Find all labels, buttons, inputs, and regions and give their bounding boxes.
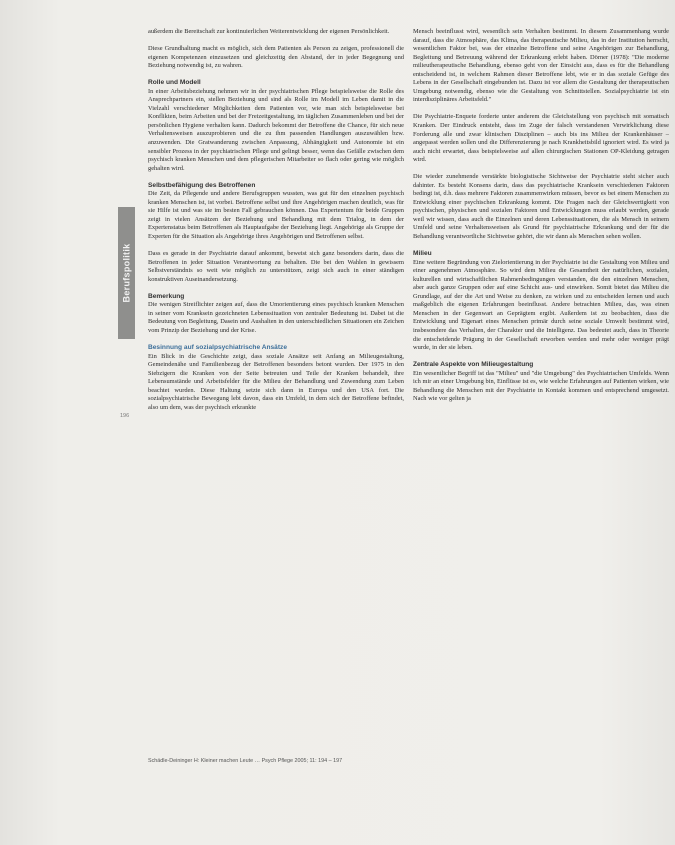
page-footer: Schädle-Deininger H: Kleiner machen Leute … Psych Pflege 2005; 11: 194 – 197 bbox=[148, 758, 343, 764]
paragraph: Mensch beeinflusst wird, wesentlich sein Verhalten bestimmt. In diesem Zusammenhang wurde darauf, dass die Atmosphäre, das Klima, das therapeutische Milieu, das in der Institution herrscht, wesentlichen Faktor bei, was der einzelne Betroffene und seine Angehörigen zur Behandlung, Begleitung und Betreuung während der Erkrankung erlebt haben. Dörner (1978): "Die moderne milieutherapeutische Behandlung, ebenso geht von der Einsicht aus, dass es für die Behandlung entscheidend ist, in welchem Rahmen dieser Betroffene lebt, wie er in das soziale Gefüge des Lebens in der Gesellschaft eingebunden ist. Dazu ist vor allem die Gestaltung der therapeutischen Umgebung notwendig, ebenso wie die Gestaltung von Schnittstellen. Sozialpsychiatrie ist ein interdisziplinäres Arbeitsfeld." bbox=[413, 28, 669, 104]
paragraph: Diese Grundhaltung macht es möglich, sich dem Patienten als Person zu zeigen, professionell die eigenen Kompetenzen einzusetzen und gleichzeitig den Abstand, der in jeder Begegnung und Beziehung notwendig ist, zu wahren. bbox=[148, 45, 404, 70]
paragraph: außerdem die Bereitschaft zur kontinuierlichen Weiterentwicklung der eigenen Persönlichkeit. bbox=[148, 28, 390, 35]
section-heading: Milieu bbox=[413, 250, 432, 258]
left-column bbox=[148, 28, 404, 421]
paragraph: Eine weitere Begründung von Zielorientierung in der Psychiatrie ist die Gestaltung von Milieu und einer angenehmen Atmosphäre. So wird dem Milieu die Gesamtheit der natürlichen, sozialen, kulturellen und wirtschaftlichen Rahmenbedingungen verstanden, die den einzelnen Menschen, aber auch ganze Gruppen oder auf eine Schicht aus- und einwirken. Somit bietet das Milieu die Grundlage, auf der die Art und Weise zu denken, zu wirken und zu entscheiden lernen und auch maßgeblich die eigenen Erfahrungen beeinflusst. Andere betrachten Milieu, das, was einen Menschen in der Gegenwart an Geprägtem ergibt. Außerdem ist zu beobachten, dass die Entwicklung und Eigenart eines Menschen primär durch seine soziale Umwelt bestimmt wird, insbesondere das Verhalten, der Charakter und die Intelligenz. Das bedeutet auch, dass in Theorie die entscheidende Prägung in der Gesellschaft erworben werden und mehr oder weniger prägt wurde, in der sie leben. bbox=[413, 258, 669, 352]
paragraph: Dass es gerade in der Psychiatrie darauf ankommt, beweist sich ganz besonders darin, dass die Betroffenen in jeder Situation Verantwortung zu behalten. Die bei den Wahlen in gewissem Selbstverständnis so weit wie möglich zu unterstützen, zeigt sich auch in einer ständigen konstruktiven Auseinandersetzung. bbox=[148, 250, 404, 283]
paragraph: Ein wesentlicher Begriff ist das "Milieu" und "die Umgebung" des Psychiatrischen Umfelds. Wenn ich mir an einer Umgebung bin, Einflüsse ist es, wie welche Erfahrungen auf Patienten wirken, wie Behandlung die Menschen mit der Psychiatrie in Kontakt kommen und entsprechend umgesetzt. Nach wie vor gelten ja bbox=[413, 369, 669, 403]
section-heading: Selbstbefähigung des Betroffenen bbox=[148, 181, 256, 189]
section-heading: Zentrale Aspekte von Milieugestaltung bbox=[413, 361, 534, 369]
section-tab-label: Berufspolitik bbox=[121, 243, 132, 303]
paragraph: Die wieder zunehmende verstärkte biologistische Sichtweise der Psychiatrie steht sicher auch dahinter. Es besteht Konsens darin, dass das psychiatrische Kranksein verschiedenen Faktoren bedingt ist, d.h. dass mehrere Faktoren zusammenwirken müssen, bevor es bei einem Menschen zu Entwicklung einer psychischen Erkrankung kommt. Die Fragen nach der Gleichwertigkeit von psychischen, physischen und sozialen Faktoren und Entwicklungen muss erlaubt werden, gerade weil wir wissen, dass auch die Einzelnen und deren Lebenssituationen, die als Mensch in seinem Umfeld und seine Verhaltensweisen als Grund für psychiatrische Erkrankung und der für die Behandlung verantwortliche Sichtweise gehört, die wir dann als Menschen sehen wollen. bbox=[413, 173, 669, 241]
section-heading: Rolle und Modell bbox=[148, 79, 201, 87]
paragraph: In einer Arbeitsbeziehung nehmen wir in der psychiatrischen Pflege beispielsweise die Rolle des Ansprechpartners ein, stellen Beziehung und sind als Rolle im Modell im Leben damit in die Vielzahl verschiedener Möglichkeiten dem Patienten vor, wie man sich beispielsweise bei Konflikten, beim Arbeiten und bei der Freizeitgestaltung, im täglichen Zusammenleben und bei der persönlichen Hygiene verhalten kann. Dadurch bekommt der Betroffene die Chance, für sich neue Verhaltensweisen auszuprobieren und die zu ihm passenden Handlungen auszuwählen bzw. anzuwenden. Die Gratwanderung zwischen Anpassung, Abhängigkeit und Autonomie ist ein sensibler Prozess in der psychiatrischen Pflege und gelingt besser, wenn das Gefälle zwischen dem psychisch kranken Menschen und dem pflegerischen Mitarbeiter so flach oder gering wie möglich gehalten wird. bbox=[148, 87, 404, 172]
paragraph: Die Zeit, da Pflegende und andere Berufsgruppen wussten, was gut für den einzelnen psychisch kranken Menschen ist, ist vorbei. Betroffene selbst und ihre Angehörigen machen deutlich, was für sie Hilfe ist und was sie im besten Fall gebrauchen können. Das Expertentum für beide Gruppen zeigt in vielen Ansätzen der Beziehung und Behandlung mit dem Trialog, in dem der Expertenstatus beim Betroffenen als Hauptaufgabe der Beziehung liegt. Angehörige als Gruppe der Experten für die Situation als Angehörige ihres Angehörigen und Betroffenen selbst. bbox=[148, 190, 404, 240]
right-column bbox=[413, 28, 669, 412]
section-heading: Besinnung auf sozialpsychiatrische Ansätze bbox=[148, 343, 287, 351]
paragraph: Die Psychiatrie-Enquete forderte unter anderem die Gleichstellung von psychisch mit somatisch Kranken. Der Eindruck entsteht, dass im Zuge der falsch verstandenen Verwirklichung diese Forderung alle und zwar klinischen Disziplinen – auch bis ins Milieu der Krankenhäuser – angepasst werden sollen und die Differenzierung je nach Krankheitsbild ignoriert wird. Es wird ja auch nicht erwartet, dass beispielsweise auf allen chirurgischen Stationen OP-Kleidung getragen wird. bbox=[413, 113, 669, 164]
paragraph: Die wenigen Streiflichter zeigen auf, dass die Umorientierung eines psychisch kranken Menschen in seiner vom Kranksein gezeichneten Lebenssituation von zentraler Bedeutung ist. Dabei ist die Bedeutung von Begleitung, Dasein und Aushalten in den unterschiedlichen Situationen ein Zeichen vom Prinzip der Beziehung und der Krise. bbox=[148, 301, 404, 334]
paragraph: Ein Blick in die Geschichte zeigt, dass soziale Ansätze seit Anfang an Milieugestaltung, Gemeindenähe und Familienbezug der Betroffenen besonders betont wurden. Der 1975 in den Siebzigern die Kranken von der Seite betreuten und Teile der Kranken behandelt, ihre Lebensumstände und Arbeitsfelder für die Milieu der Behandlung und Zuwendung zum Leben beachtet wurden. Diese Haltung setzte sich dann in Europa und den USA fort. Die sozialpsychiatrische Bewegung lebt davon, dass ein Umfeld, in dem sich der Betroffene befindet, also um dem, was der psychisch erkrankte bbox=[148, 352, 404, 411]
section-heading: Bemerkung bbox=[148, 292, 185, 300]
section-tab bbox=[118, 207, 135, 339]
page-number: 196 bbox=[120, 413, 130, 419]
